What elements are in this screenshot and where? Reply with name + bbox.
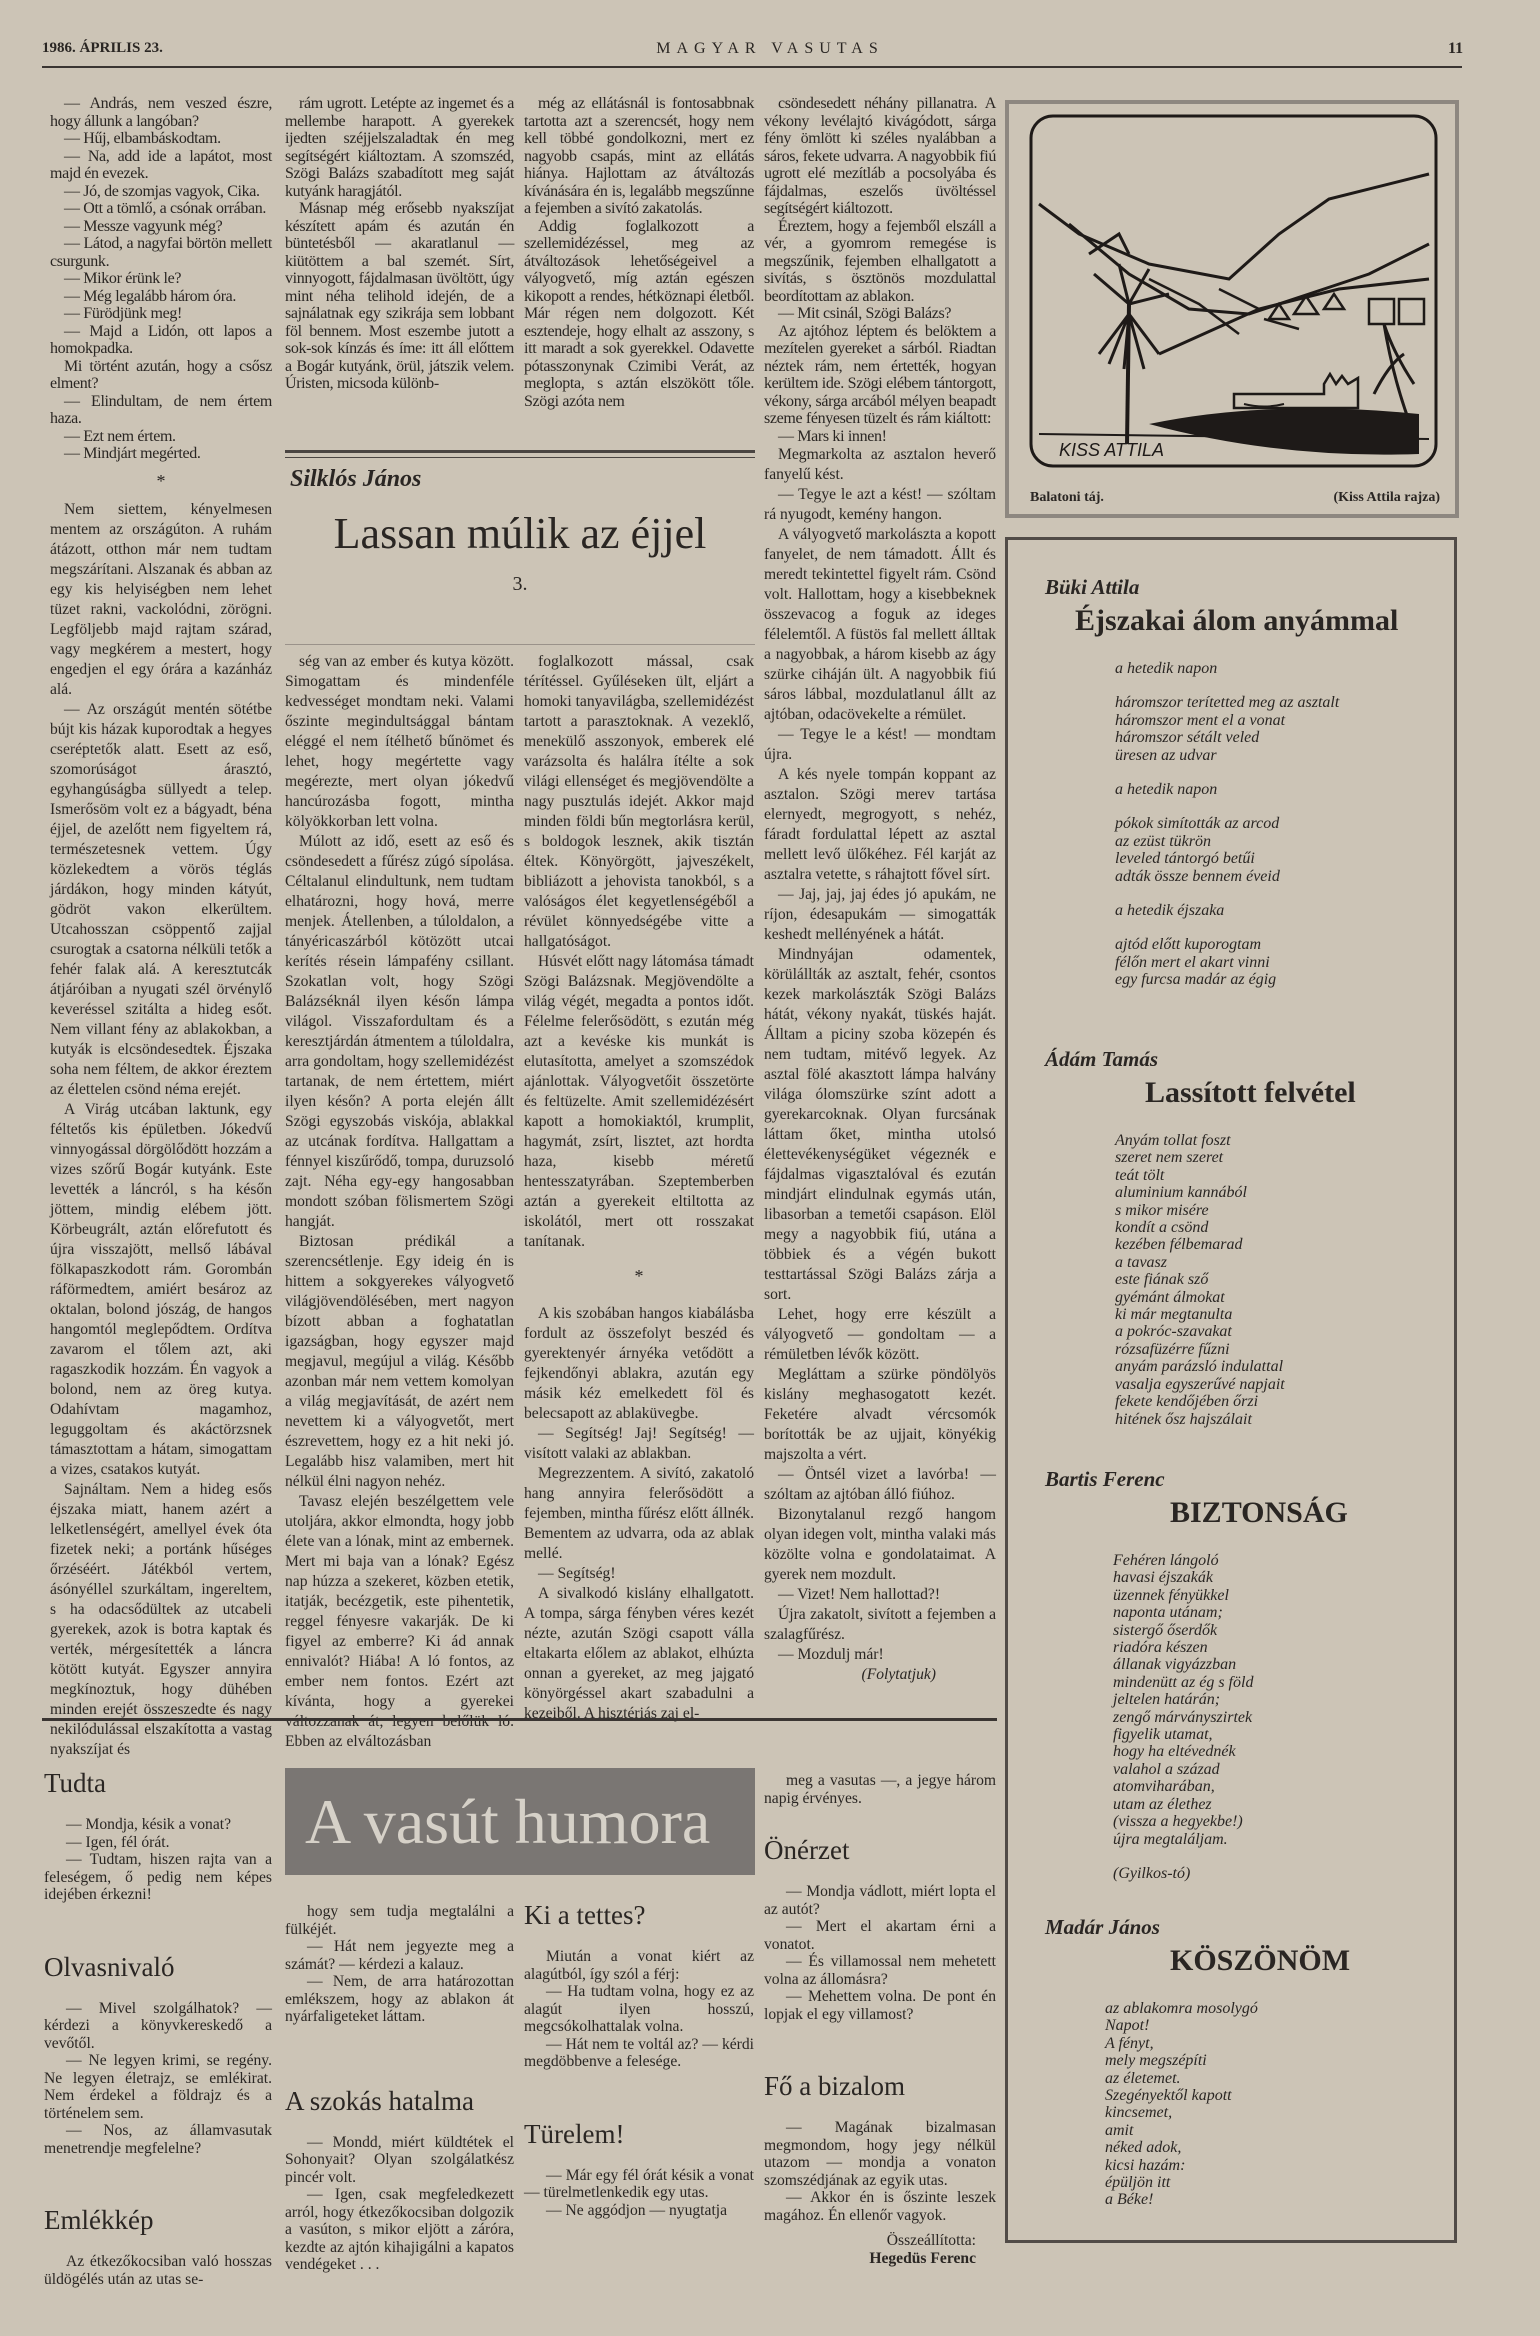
paragraph: — Fürödjünk meg! <box>64 305 182 322</box>
poem-line: adták össze bennem éveid <box>1115 867 1280 885</box>
poem-line: Napot! <box>1105 2017 1150 2035</box>
poem-line: szeret nem szeret <box>1115 1149 1224 1167</box>
paragraph: — András, nem veszed észre, hogy állunk a langóban? <box>50 95 272 130</box>
poem-line: riadóra készen <box>1113 1639 1208 1657</box>
poem-line: egy furcsa madár az égig <box>1115 971 1277 989</box>
poem-line: hogy ha eltévednék <box>1113 1743 1236 1761</box>
poem-line: a pokróc-szavakat <box>1115 1323 1232 1341</box>
poem-line: félőn mert el akart vinni <box>1115 953 1270 971</box>
joke <box>285 2086 514 2274</box>
paragraph: — Nem, de arra határozottan emlékszem, hogy az ablakon át nyárfaligeteket láttam. <box>285 1973 514 2025</box>
paragraph: — Na, add ide a lapátot, most majd én evezek. <box>50 147 272 182</box>
paragraph: csöndesedett néhány pillanatra. A vékony levélajtó kivágódott, sárga fény ömlött ki széles nyalábban a sáros, fekete udvarra. A nagyobbik fiú ugrott elé mezítláb a pocsolyába és fájdalmas, eszelős üvöltéssel segítségért kiáltozott. <box>764 95 996 217</box>
joke-title: Ki a tettes? <box>524 1900 646 1930</box>
poem-line: a hetedik napon <box>1115 781 1218 799</box>
poem-line: este fiának sző <box>1115 1271 1209 1289</box>
poem-line: naponta utánam; <box>1113 1604 1223 1622</box>
paragraph: — Mars ki innen! <box>778 427 887 445</box>
paragraph: — Segítség! <box>538 1565 616 1582</box>
poem-line: atomviharában, <box>1113 1778 1215 1796</box>
paragraph: A kis szobában hangos kiabálásba fordult az összefolyt beszéd és gyerektenyér árnyéka vetődött a fejkendőnyi ablakra, azután egy másik kéz emelkedett föl és belecsapott az ablaküvegbe. <box>524 1305 754 1422</box>
landscape-drawing <box>1009 104 1455 484</box>
paragraph: meg a vasutas —, a jegye három napig érvényes. <box>764 1772 996 1807</box>
story-column-3 <box>524 652 754 1722</box>
paragraph: A vályogvető markolászta a kopott fanyelet, de nem támadott. Állt és meredt tekintettel figyelt rám. Csönd volt. Hallottam, hogy a kisebbeknek összevacog a foguk az ideges félelemtől. A füstös fal mellett álltak a nagyobbak, a három kisebb az ágy szürke ciháján ült. A nagyobbik fiú sáros lábbal, mozdulatlanul állt az ajtóban, odacövekelte a rémület. <box>764 526 996 723</box>
joke <box>44 1952 272 2158</box>
poem-body <box>1115 1132 1455 1428</box>
poem-line: az ablakomra mosolygó <box>1105 2000 1258 2017</box>
paragraph: Megmarkolta az asztalon heverő fanyelű kést. <box>764 446 996 483</box>
paragraph: rám ugrott. Letépte az ingemet és a mellembe harapott. A gyerekek ijedten széjjelszaladtak én meg segítségért kiáltoztam. A szomszéd, Szögi Balázs szabadított meg saját kutyánk haragjától. <box>285 95 514 200</box>
paragraph: A sivalkodó kislány elhallgatott. A tompa, sárga fényben véres kezét nézte, azután Szögi csapott válla eltakarta előlem az ablakot, elhúzta onnan a gyereket, az meg jajgató könyörgéssel akart szabadulni a kezeiből. A hisztériás zaj el- <box>524 1585 754 1722</box>
paragraph: Múlott az idő, esett az eső és csöndesedett a fűrész zúgó sípolása. Céltalanul elindultunk, nem tudtam elhatározni, hogy hová, merre menjek. Átellenben, a túloldalon, a tányéricaszárból kötözött utcai kerítés résein lámpafény csillant. Szokatlan volt, hogy Szögi Balázséknál ilyen későn lámpa világol. Visszafordultam és a keresztjárdán átmentem a túloldalra, arra gondoltam, hogy szellemidézést tartanak, de nem értettem, miért ilyen későn? A porta elején állt Szögi egyszobás viskója, ablakkal az utcának fordítva. Hallgattam a fénnyel kiszűrődő, tompa, duruzsoló zajt. Néha egy-egy hangosabban mondott szóban fölismertem Szögi hangját. <box>285 833 514 1230</box>
paragraph: — Segítség! Jaj! Segítség! — visított valaki az ablakban. <box>524 1425 754 1462</box>
joke-text: — Már egy fél órát késik a vonat — türelmetlenkedik egy utas. <box>524 2166 754 2201</box>
paragraph: — Tegye le a kést! — mondtam újra. <box>764 726 996 763</box>
joke-title: Fő a bizalom <box>764 2071 905 2101</box>
story-column-3-top <box>524 95 754 445</box>
poem-line: háromszor terítetted meg az asztalt <box>1115 694 1340 712</box>
story-author: Silklós János <box>290 466 422 492</box>
joke-text: — Ne legyen krimi, se regény. Ne legyen életrajz, se emlékirat. Nem érdekel a földrajz és a történelem sem. <box>44 2052 272 2122</box>
paragraph: — Vizet! Nem hallottad?! <box>778 1586 941 1603</box>
poem-title: KÖSZÖNÖM <box>1170 1944 1351 1977</box>
poem-line: ki már megtanulta <box>1115 1306 1233 1324</box>
joke-title: Emlékkép <box>44 2205 154 2235</box>
story-column-2-top <box>285 95 514 445</box>
poem <box>1005 1047 1455 1445</box>
poem-line: néked adok, <box>1105 2139 1182 2157</box>
poem-line: kezében félbemarad <box>1115 1236 1243 1254</box>
poem-line: a hetedik éjszaka <box>1115 902 1225 920</box>
paragraph: — Jaj, jaj, jaj édes jó apukám, ne ríjon, édesapukám — simogatták keshedt mellényének a hátát. <box>764 886 996 943</box>
poem-body <box>1113 1552 1455 1883</box>
story-text <box>524 1304 754 1724</box>
poem-line: kondít a csönd <box>1115 1219 1209 1237</box>
poem-line: jeltelen határán; <box>1113 1691 1221 1709</box>
paragraph: Mindnyájan odamentek, körülállták az asztalt, fehér, csontos kezek markolászták Szögi Balázs hátát, vékony nyakát, tüskés haját. Álltam a piciny szoba közepén és nem tudtam, mitévő legyek. Az asztal fölé akasztott lámpa halvány világa ólomszürke színt adott a gyerekarcoknak. Olyan furcsának láttam őket, mintha utolsó élettevékenységüket végeznék e fájdalmas vigasztalóval és ezután mindjárt elindulnak egymás után, libasorban a temetői csapáson. Elöl megy a nagyobbik fiú, utána a többiek és a végén bukott testtartással Szögi Balázs zárja a sort. <box>764 946 996 1303</box>
poem-line: leveled tántorgó betűi <box>1115 850 1255 868</box>
joke-text: — Hát nem te voltál az? — kérdi megdöbbenve a felesége. <box>524 2035 754 2070</box>
joke-title: Tudta <box>44 1768 107 1798</box>
poem-stanza <box>1115 660 1455 677</box>
paragraph: Az ajtóhoz léptem és belöktem a mezítelen gyereket a sárból. Riadtan néztek rám, nem értették, hogyan kerültem ide. Szögi elébem tántorgott, vékony, sárga arcából mélyen beapadt szeme fényesen tüzelt és rám kiáltott: <box>764 322 996 427</box>
poem-line: állanak vigyázzban <box>1113 1656 1237 1674</box>
paragraph: még az ellátásnál is fontosabbnak tartotta azt a szerencsét, hogy nem kell többé gondolkozni, mert ez nagyobb csapás, mint az ellátás hiánya. Hajlottam az átváltozás kívánására én is, legalább megszűnne a fejemben a sivító zakatolás. <box>524 95 754 217</box>
joke-text: — Igen, fél órát. <box>66 1833 170 1851</box>
joke <box>764 2071 996 2224</box>
humor-column-c <box>524 1900 754 2267</box>
paragraph: — Elindultam, de nem értem haza. <box>50 392 272 427</box>
paragraph: — Mindjárt megérted. <box>64 445 201 462</box>
joke-text: — Ha tudtam volna, hogy ez az alagút ilyen hosszú, megcsókolhattalak volna. <box>524 1983 754 2035</box>
to-be-continued: (Folytatjuk) <box>861 1666 936 1683</box>
story-text <box>50 500 272 1760</box>
paragraph: — Öntsél vizet a lavórba! — szóltam az ajtóban álló fiúhoz. <box>764 1466 996 1503</box>
joke-text: — És villamossal nem mehetett volna az állomásra? <box>764 1953 996 1988</box>
header-rule <box>42 66 1462 68</box>
paragraph: Tavasz elején beszélgettem vele utoljára, akkor elmondta, hogy jobb élete van a lónak, mint az embernek. Mert mi baja van a lónak? Egész nap húzza a szekeret, közben etetik, itatják, becézgetik, este pihentetik, reggel fényesre vakarják. De ki figyel az emberre? Ki ád annak ennivalót? Hiába! A ló fontos, az ember nem fontos. Ezért azt kívánta, hogy a gyerekei változzanak át, legyen belőlük ló. Ebben az elváltozásban <box>285 1493 514 1750</box>
paragraph: Mi történt azután, hogy a csősz elment? <box>50 357 272 392</box>
poem-line: Szegényektől kapott <box>1105 2087 1232 2105</box>
paragraph: Éreztem, hogy a fejemből elszáll a vér, a gyomrom remegése is megszűnik, fejemben elhallgatott a sivítás, s ösztönös mozdulattal beordítottam az ablakon. <box>764 217 996 305</box>
poem-stanza <box>1115 1132 1455 1428</box>
compiled-by-label: Összeállította: <box>886 2232 976 2249</box>
story-text <box>764 95 996 445</box>
paragraph: — Hűj, elbambáskodtam. <box>64 130 221 147</box>
poem-title: BIZTONSÁG <box>1170 1496 1348 1529</box>
poem-line: ajtód előtt kuporogtam <box>1115 936 1262 954</box>
paragraph: Lehet, hogy erre készült a vályogvető — gondoltam — a rémületben lévők között. <box>764 1306 996 1363</box>
poem-line: háromszor ment el a vonat <box>1115 711 1286 729</box>
poem <box>1005 1915 1455 2226</box>
poem-author: Bartis Ferenc <box>1045 1467 1165 1491</box>
story-text <box>524 95 754 410</box>
poem-stanza <box>1113 1552 1455 1848</box>
poem-line: (vissza a hegyekbe!) <box>1113 1813 1243 1831</box>
poem-line: havasi éjszakák <box>1113 1569 1213 1587</box>
poem-line: gyémánt álmokat <box>1115 1288 1225 1306</box>
joke-title: Olvasnivaló <box>44 1951 175 1982</box>
story-text <box>285 95 514 393</box>
paragraph: — Majd a Lidón, ott lapos a homokpadka. <box>50 322 272 357</box>
joke <box>524 1900 754 2071</box>
poem-stanza <box>1115 815 1455 885</box>
story-column-2 <box>285 652 514 1750</box>
poem-author: Madár János <box>1045 1915 1160 1939</box>
issue-date: 1986. ÁPRILIS 23. <box>42 40 163 56</box>
poem-line: újra megtaláljam. <box>1113 1830 1228 1848</box>
joke <box>764 1835 996 2023</box>
paragraph: Bizonytalanul rezgő hangom olyan idegen volt, mintha valaki más közölte volna e gondolataimat. A gyerek nem mozdult. <box>764 1506 996 1583</box>
poem-line: rózsafüzérre fűzni <box>1115 1340 1230 1358</box>
humor-column-d <box>764 1772 996 2267</box>
poem-line: s mikor misére <box>1115 1201 1209 1219</box>
story-column-1 <box>50 95 272 1758</box>
joke-text: — Mert el akartam érni a vonatot. <box>764 1918 996 1953</box>
page-number: 11 <box>1448 40 1464 57</box>
poem-note: (Gyilkos-tó) <box>1113 1864 1191 1882</box>
joke-text: — Akkor én is őszinte leszek magához. Én ellenőr vagyok. <box>764 2189 996 2224</box>
poem-line: kincsemet, <box>1105 2104 1173 2122</box>
joke-text: — Mondja, késik a vonat? <box>66 1816 231 1833</box>
poem <box>1005 1467 1455 1883</box>
poem-line: anyám parázsló indulattal <box>1115 1358 1284 1376</box>
poem-line: figyelik utamat, <box>1113 1726 1213 1744</box>
joke <box>44 1768 272 1904</box>
newspaper-name: MAGYAR VASUTAS <box>656 40 884 57</box>
poem-title: Lassított felvétel <box>1145 1076 1356 1109</box>
compiler-name: Hegedüs Ferenc <box>869 2249 976 2267</box>
poem-line: a hetedik napon <box>1115 660 1218 677</box>
paragraph: — Jó, de szomjas vagyok, Cika. <box>64 182 260 200</box>
paragraph: Húsvét előtt nagy látomása támadt Szögi Balázsnak. Megjövendölte a világ végét, megadta a pontos időt. Félelme felerősödött, s ezután még azt a kevéske kis munkát is elutasította, amelyet a szomszédok ajánlottak. Vályogvetőit összetörte és feltüzelte. Amit szellemidézésért kapott a homokiaktól, krumplit, hagymát, zsírt, lisztet, azt hordta haza, kisebb méretű hentesszatyrában. Szeptemberben aztán a gyerekeit eltiltotta az iskolától, mert ott rosszakat tanítanak. <box>524 953 754 1250</box>
poem-line: az életemet. <box>1105 2069 1181 2087</box>
joke-text: — Mivel szolgálhatok? — kérdezi a könyvkereskedő a vevőtől. <box>44 1999 272 2052</box>
poem-line: mely megszépíti <box>1105 2052 1207 2070</box>
poem-line: kicsi hazám: <box>1105 2156 1186 2174</box>
paragraph: — Tegye le azt a kést! — szóltam rá nyugodt, kemény hangon. <box>764 486 996 523</box>
paragraph: Megrezzentem. A sivító, zakatoló hang annyira felerősödött a fejemben, mintha fűrész előtt állnék. Bementem az udvarra, oda az ablak mellé. <box>524 1465 754 1562</box>
paragraph: hogy sem tudja megtalálni a fülkéjét. <box>285 1903 514 1938</box>
paragraph: Megláttam a szürke pöndölyös kislány meghasogatott kezét. Feketére alvadt vércsomók borították be az ujjait, könyékig majszolta a vért. <box>764 1366 996 1463</box>
poem-body <box>1115 660 1455 989</box>
poem-stanza <box>1115 694 1455 764</box>
poem-line: utam az élethez <box>1113 1795 1212 1813</box>
paragraph: — Mikor érünk le? <box>64 270 182 287</box>
paragraph: — Látod, a nagyfai börtön mellett csurgunk. <box>50 235 272 270</box>
humor-column-a <box>44 1768 272 2336</box>
joke-title: Önérzet <box>764 1835 850 1865</box>
humor-banner: A vasút humora <box>285 1768 755 1875</box>
paragraph: A kés nyele tompán koppant az asztalon. Szögi merev tartása elernyedt, megrogyott, s nehéz, fáradt fordulattal lépett az asztal mellett levő ülőkéhez. Fél karját az asztalra vetette, s ráhajtott fővel sírt. <box>764 766 996 883</box>
poem-line: aluminium kannából <box>1115 1184 1247 1202</box>
story-part-number: 3. <box>512 573 528 595</box>
paragraph: ség van az ember és kutya között. Simogattam és mindenféle kedvességet mondtam neki. Valami őszinte megindultsággal bántam eléggé el nem ítélhető bűnömet és lehet, hogy megértette vagy megérezte, mert olyan jókedvű hancúrozásba fogott, mintha kölyökkorban lett volna. <box>285 653 514 830</box>
paragraph: Biztosan prédikál a szerencsétlenje. Egy ideig én is hittem a sokgyerekes vályogvető világjövendölésében, mert nagyon bízott abban a foghatatlan igazságban, hogy egyszer majd megjavul, megújul a világ. Később azonban már nem vettem komolyan a világ megjavítását, de azért nem nevettem ki a vályogvetőt, mert észrevettem, hogy ez a hit neki jó. Legalább hisz valamiben, mert hit nélkül élni nagyon nehéz. <box>285 1233 514 1490</box>
joke <box>524 2119 754 2220</box>
paragraph: — Ott a tömlő, a csónak orrában. <box>64 200 267 217</box>
joke-text: — Mondja vádlott, miért lopta el az autót? <box>764 1883 996 1918</box>
joke-title: Türelem! <box>524 2118 625 2149</box>
story-column-4 <box>764 95 996 1713</box>
joke-text: Az étkezőkocsiban való hosszas üldögélés után az utas se- <box>44 2253 272 2288</box>
section-rule <box>42 1718 997 1725</box>
joke-text <box>764 1772 996 1807</box>
paragraph: — Még legalább három óra. <box>64 287 237 305</box>
poem-line: zengő márványszirtek <box>1113 1708 1253 1726</box>
humor-column-b <box>285 1903 514 2322</box>
illustration-frame <box>1005 100 1459 518</box>
poem-line: üresen az udvar <box>1115 746 1217 764</box>
story-text <box>764 445 996 1665</box>
illustration-caption: Balatoni táj. <box>1030 490 1104 505</box>
poem-stanza <box>1105 2000 1455 2209</box>
poem-line: pókok simították az arcod <box>1115 815 1280 833</box>
paragraph: Addig foglalkozott a szellemidézéssel, meg az átváltozások lehetőségeivel a vályogvető, míg aztán egészen kikopott a rendes, hétköznapi életből. Már régen nem dolgozott. Két esztendeje, hogy elhalt az asszony, s itt maradt a sok gyerekkel. Odavette pótasszonynak Czimibi Verát, az meglopta, s aztán elszökött tőle. Szögi azóta nem <box>524 217 754 410</box>
poem-body <box>1105 2000 1455 2209</box>
poem-line: az ezüst tükrön <box>1115 832 1211 850</box>
paragraph: Újra zakatolt, sivított a fejemben a szalagfűrész. <box>764 1606 996 1643</box>
joke-text: — Mehettem volna. De pont én lopjak el egy villamost? <box>764 1988 996 2023</box>
joke-text: — Mondd, miért küldtétek el Sohonyait? Olyan szolgálatkész pincér volt. <box>285 2133 514 2186</box>
paragraph: foglalkozott mással, csak térítéssel. Gyűléseken ült, eljárt a homoki tanyavilágba, szellemidézést tartott a parasztoknak. A vezeklő, menekülő asszonyok, emberek elé varázsolta és halálra ítélte a sok világi ellenséget és megjövendölte a nagy pusztulás idejét. Akkor majd minden földi bűn megtorlásra kerül, s boldogok lesznek, akik tisztán éltek. Könyörgött, jajveszékelt, bibliázott a jehovista tanokból, s a valóságos élet kegyetlenségéből a révület könnyedségébe vitte a hallgatóságot. <box>524 653 754 950</box>
paragraph: — Mit csinál, Szögi Balázs? <box>778 305 952 322</box>
poem-stanza <box>1115 902 1455 919</box>
story-title: Lassan múlik az éjjel <box>333 509 707 558</box>
poem-author: Büki Attila <box>1045 575 1140 599</box>
poem-line: hitének ősz hajszálait <box>1115 1410 1252 1428</box>
poem-line: teát tölt <box>1115 1166 1165 1184</box>
poem-line: a Béke! <box>1105 2191 1154 2209</box>
poem-stanza <box>1115 781 1455 798</box>
joke-text: — Magának bizalmasan megmondom, hogy jegy nélkül utazom — mondja a vonaton szomszédjának az egyik utas. <box>764 2119 996 2189</box>
paragraph: Sajnáltam. Nem a hideg esős éjszaka miatt, hanem azért a lelketlenségért, amellyel évek óta fizetek neki; a portánk hűséges őrzéséért. Játékból vertem, ásónyéllel szurkáltam, ingereltem, s ha odacsődültek az utcabeli gyerekek, azok is botra kaptak és verték, mérgesítették a láncra kötött kutyát. Egyszer annyira megkínoztuk, hogy dühében minden erejét összeszedte és nagy nekilódulással elszakította a vastag nyakszíjat és <box>50 1480 272 1758</box>
joke-title: A szokás hatalma <box>285 2085 474 2116</box>
poem-line: fekete kendőjében őrzi <box>1115 1393 1259 1411</box>
paragraph: Nem siettem, kényelmesen mentem az országúton. A ruhám átázott, otthon már nem tudtam megszárítani. Alszanak és abban az egy kis helyiségben nem lehet tüzet rakni, vackolódni, zörögni. Legföljebb majd rajtam szárad, vagy megkérem a mestert, hogy engedjen el egy órára a kazánház alá. <box>50 500 272 698</box>
joke-text: — Igen, csak megfeledkezett arról, hogy étkezőkocsiban dolgozik a vasúton, s mikor eljött a záróra, kezdte az ajtón kihajigálni a kapatos vendégeket . . . <box>285 2186 514 2273</box>
poem-line: sistergő őserdők <box>1113 1621 1218 1639</box>
poem-line: amit <box>1105 2121 1134 2139</box>
poem-author: Ádám Tamás <box>1045 1047 1158 1071</box>
joke-text: Miután a vonat kiért az alagútból, így szól a férj: <box>524 1948 754 1983</box>
title-rule <box>285 450 755 458</box>
paragraph: — Mozdulj már! <box>778 1646 884 1663</box>
poem-line: Anyám tollat foszt <box>1115 1132 1231 1149</box>
paragraph: — Ezt nem értem. <box>64 427 176 445</box>
poem-line: üzennek fényükkel <box>1113 1586 1229 1604</box>
story-dialogue <box>50 95 272 463</box>
section-separator: * <box>156 470 166 491</box>
poem-line: A fényt, <box>1105 2034 1154 2052</box>
paragraph: — Az országút mentén sötétbe bújt kis házak kuporodtak a hegyes cseréptetők alatt. Esett az eső, szomorúságot árasztó, egyhangúságba süllyedt a telep. Ismerősöm volt ez a bágyadt, béna éjjel, de azelőtt nem figyeltem rá, természetesnek vettem. Úgy közlekedtem a vörös téglás járdákon, hogy minden kátyút, gödröt vakon elkerültem. Utcahosszan csöppentő zajjal csurogtak a csatorna nélküli tetők a fehér falak alá. A keresztutcák átjáróiban a nyugati szél örvénylő keveréssel szitálta a hideg esőt. Nem villant fény az ablakokban, a kutyák is elcsöndesedtek. Éjszaka soha nem féltem, de akkor éreztem az élettelen csönd néma erejét. <box>50 700 272 1098</box>
poem-line: épüljön itt <box>1105 2174 1171 2192</box>
poem-stanza <box>1115 936 1455 988</box>
paragraph: A Virág utcában laktunk, egy féltetős kis épületben. Jókedvű vinnyogással dörgölődött hozzám a vizes szőrű Bogár kutyánk. Este levették a láncról, s ha későn jöttem, mindig elébem jött. Körbeugrált, aztán előrefutott és újra visszajött, mellső lábával fölkapaszkodott rám. Gorombán ráförmedtem, amiért besároz az oktalan, bolond jószág, de hangos hangomtól meglepődtem. Ordítva zavarom el tőlem azt, aki ragaszkodik hozzám. Én vagyok a bolond, nem az öreg kutya. Odahívtam magamhoz, leguggoltam és akáctörzsnek támasztottam a hátam, simogattam a vizes, csatakos kutyát. <box>50 1100 272 1478</box>
artist-signature: KISS ATTILA <box>1059 440 1165 460</box>
poem-line: Fehéren lángoló <box>1113 1552 1219 1569</box>
joke-text: — Tudtam, hiszen rajta van a feleségem, ő pedig nem képes idejében érkezni! <box>44 1851 272 1903</box>
section-separator: * <box>634 1266 644 1286</box>
paragraph: — Messze vagyunk még? <box>64 217 223 235</box>
title-underline <box>285 644 755 645</box>
story-text <box>285 652 514 1752</box>
paragraph: — Hát nem jegyezte meg a számát? — kérdezi a kalauz. <box>285 1938 514 1973</box>
poem-line: mindenütt az ég s föld <box>1113 1673 1254 1691</box>
paragraph: Másnap még erősebb nyakszíjat készített apám és azután én büntetésből — akaratlanul — kiütöttem a bal szemét. Sírt, vinnyogott, fájdalmasan üvöltött, úgy mint néha telihold idején, de a sajnálatnak egy szikrája sem lobbant föl bennem. Most eszembe jutott a sok-sok kínzás és íme: itt áll előttem a Bogár kutyánk, örül, játszik velem. Úristen, micsoda különb- <box>285 200 514 392</box>
joke-text: — Nos, az államvasutak menetrendje megfelelne? <box>44 2122 272 2157</box>
joke-text <box>285 1903 514 2026</box>
poem-title: Éjszakai álom anyámmal <box>1075 604 1399 637</box>
joke <box>44 2205 272 2288</box>
joke-text: — Ne aggódjon — nyugtatja <box>546 2201 728 2219</box>
illustration-credit: (Kiss Attila rajza) <box>1333 490 1440 505</box>
poem-line: valahol a század <box>1113 1760 1220 1778</box>
poem-line: háromszor sétált veled <box>1115 729 1260 747</box>
poem-line: vasalja egyszerűvé napjait <box>1115 1375 1285 1393</box>
poem-line: a tavasz <box>1115 1253 1167 1271</box>
poem <box>1005 575 1455 1006</box>
story-text <box>524 652 754 1252</box>
